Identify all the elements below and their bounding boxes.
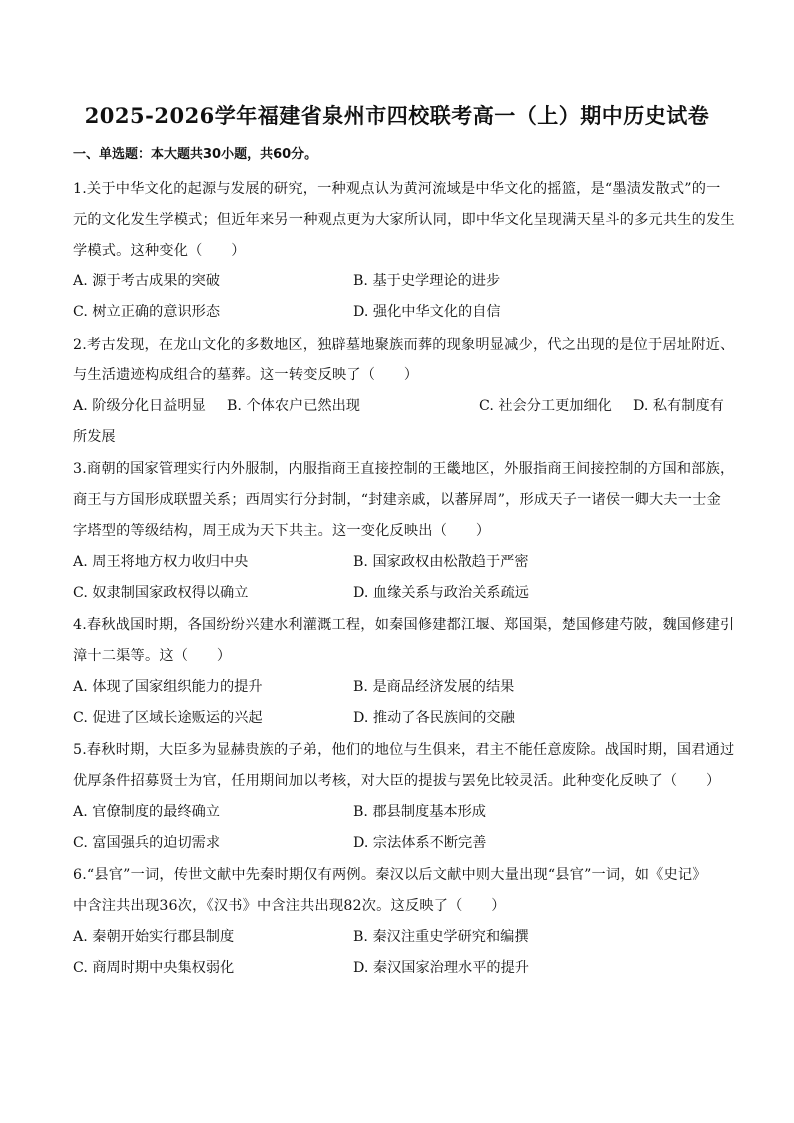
question-3-option-c: C. 奴隶制国家政权得以确立 [73,585,249,601]
question-3-line-1: 3.商朝的国家管理实行内外服制，内服指商王直接控制的王畿地区，外服指商王间接控制的方国和部族， [73,461,735,477]
question-6-line-2: 中含注共出现36次，《汉书》中含注共出现82次。这反映了（ ） [73,898,506,914]
question-5-option-a: A. 官僚制度的最终确立 [73,804,220,820]
section-heading: 一、单选题：本大题共30小题，共60分。 [73,147,318,162]
question-3-line-2: 商王与方国形成联盟关系；西周实行分封制，“封建亲戚，以蕃屏周”，形成天子一诸侯一卿大夫一士金 [73,492,721,508]
question-1-option-a: A. 源于考古成果的突破 [73,273,220,289]
question-4-option-b: B. 是商品经济发展的结果 [353,679,515,695]
question-3-option-a: A. 周王将地方权力收归中央 [73,554,249,570]
question-2-option-d: D. 私有制度有 [633,398,724,414]
question-2-line-2: 与生活遗迹构成组合的墓葬。这一转变反映了（ ） [73,367,419,383]
question-4-option-a: A. 体现了国家组织能力的提升 [73,679,263,695]
question-4-option-d: D. 推动了各民族间的交融 [353,710,515,726]
question-6-option-b: B. 秦汉注重史学研究和编撰 [353,929,529,945]
question-2-line-1: 2.考古发现，在龙山文化的多数地区，独辟墓地聚族而葬的现象明显减少，代之出现的是位于居址附近、 [73,337,735,353]
question-1-line-1: 1.关于中华文化的起源与发展的研究，一种观点认为黄河流域是中华文化的摇篮，是“墨渍发散式”的一 [73,181,721,197]
question-6-option-d: D. 秦汉国家治理水平的提升 [353,960,529,976]
question-2-option-a: A. 阶级分化日益明显 [73,398,206,414]
question-4-line-2: 漳十二渠等。这（ ） [73,648,232,664]
question-5-option-c: C. 富国强兵的迫切需求 [73,835,221,851]
question-4-option-c: C. 促进了区域长途贩运的兴起 [73,710,263,726]
page-title: 2025-2026学年福建省泉州市四校联考高一（上）期中历史试卷 [84,103,710,128]
question-4-line-1: 4.春秋战国时期，各国纷纷兴建水利灌溉工程，如秦国修建都江堰、郑国渠，楚国修建芍陂，魏国修建引 [73,617,735,633]
question-3-option-b: B. 国家政权由松散趋于严密 [353,554,529,570]
question-2-option-d-continued: 所发展 [73,429,116,445]
question-1-line-2: 元的文化发生学模式；但近年来另一种观点更为大家所认同，即中华文化呈现满天星斗的多元共生的发生 [73,212,735,228]
question-1-option-c: C. 树立正确的意识形态 [73,304,221,320]
question-6-option-a: A. 秦朝开始实行郡县制度 [73,929,235,945]
question-3-option-d: D. 血缘关系与政治关系疏远 [353,585,529,601]
question-5-line-1: 5.春秋时期，大臣多为显赫贵族的子弟，他们的地位与生俱来，君主不能任意废除。战国时期，国君通过 [73,742,735,758]
question-1-line-3: 学模式。这种变化（ ） [73,243,246,259]
question-1-option-d: D. 强化中华文化的自信 [353,304,501,320]
question-3-line-3: 字塔型的等级结构，周王成为天下共主。这一变化反映出（ ） [73,523,491,539]
question-1-option-b: B. 基于史学理论的进步 [353,273,501,289]
question-6-option-c: C. 商周时期中央集权弱化 [73,960,235,976]
question-2-option-b: B. 个体农户已然出现 [227,398,360,414]
question-5-option-b: B. 郡县制度基本形成 [353,804,486,820]
question-6-line-1: 6.“县官”一词，传世文献中先秦时期仅有两例。秦汉以后文献中则大量出现“县官”一词，如《史记》 [73,867,707,883]
question-2-option-c: C. 社会分工更加细化 [479,398,612,414]
question-5-option-d: D. 宗法体系不断完善 [353,835,487,851]
question-5-line-2: 优厚条件招募贤士为官，任用期间加以考核，对大臣的提拔与罢免比较灵活。此种变化反映了（ ） [73,773,721,789]
